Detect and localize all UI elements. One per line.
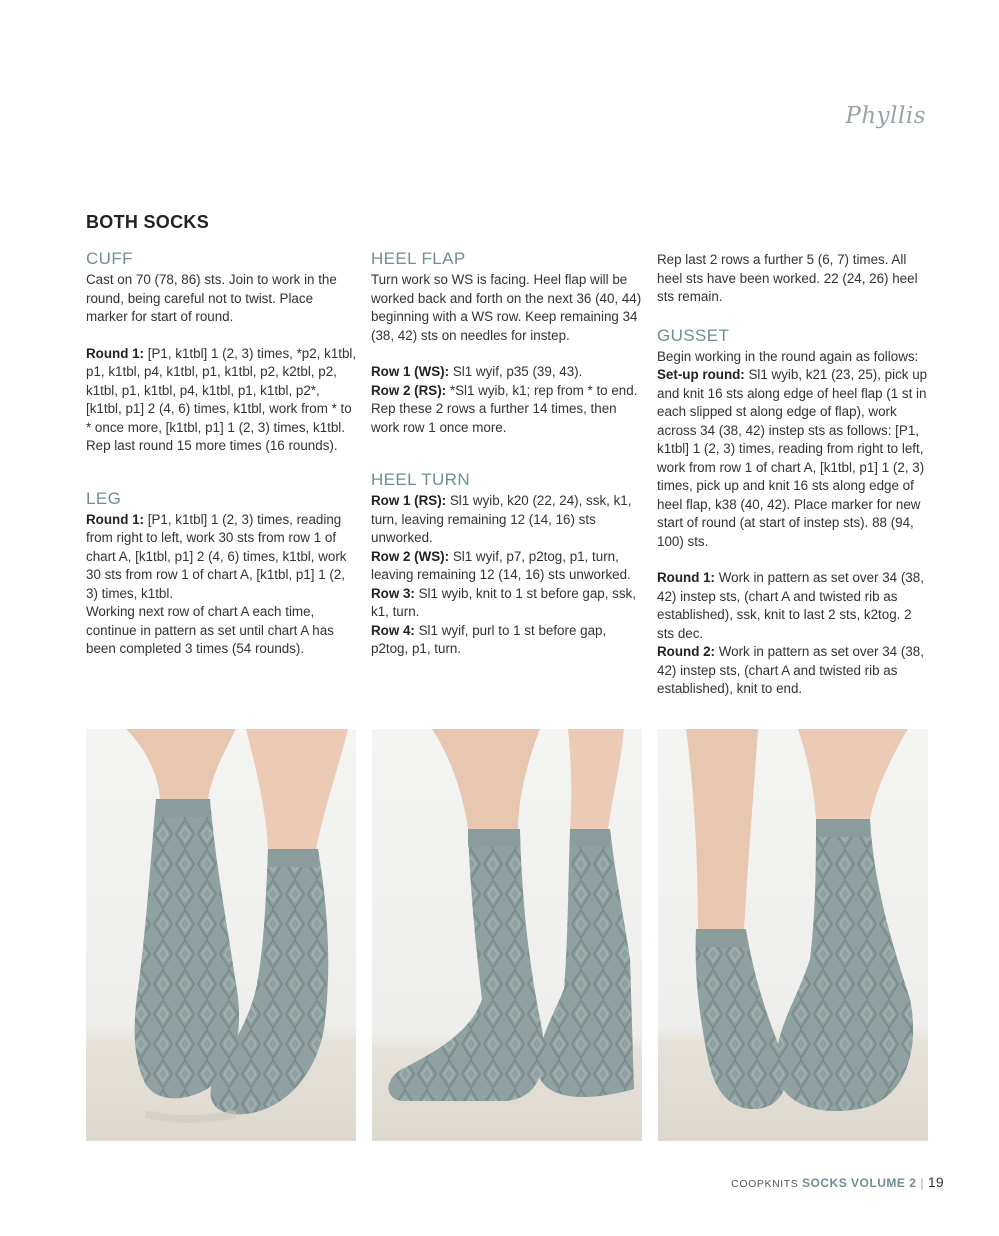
- cuff-repeat: Rep last round 15 more times (16 rounds).: [86, 438, 338, 453]
- heel-turn-section: [371, 469, 643, 659]
- heel-flap-section: [371, 248, 643, 437]
- gusset-round-2: [657, 643, 929, 699]
- heel-flap-intro: Turn work so WS is facing. Heel flap will be worked back and forth on the next 36 (40, 44) beginning with a WS row. Keep remaining 34 (38, 42) sts on needles for instep.: [371, 272, 642, 343]
- heel-turn-row-2: [371, 548, 643, 585]
- gusset-round-2-label: Round 2:: [657, 644, 716, 659]
- page-footer: [731, 1174, 944, 1190]
- sock-photo-front: [86, 729, 356, 1141]
- heel-turn-row-3-text: Sl1 wyib, knit to 1 st before gap, ssk, k1, turn.: [371, 585, 636, 619]
- gusset-round-1: [657, 569, 929, 643]
- gusset-setup-label: Set-up round:: [657, 367, 745, 382]
- pattern-name: Phyllis: [845, 103, 926, 129]
- heel-turn-row-1-label: Row 1 (RS):: [371, 493, 447, 508]
- footer-book-title: SOCKS VOLUME 2: [802, 1176, 917, 1190]
- heel-turn-row-1: [371, 492, 643, 548]
- heel-turn-continued-text: Rep last 2 rows a further 5 (6, 7) times. All heel sts have been worked. 22 (24, 26) heel sts remain.: [657, 252, 918, 304]
- gusset-setup-round: [657, 366, 929, 551]
- leg-continue: Working next row of chart A each time, continue in pattern as set until chart A has been completed 3 times (54 rounds).: [86, 604, 334, 656]
- heel-flap-row-1: [371, 363, 643, 382]
- leg-heading: LEG: [86, 488, 122, 508]
- leg-section: [86, 488, 358, 659]
- leg-round-1-text: [P1, k1tbl] 1 (2, 3) times, reading from right to left, work 30 sts from row 1 of chart A, [k1tbl, p1] 2 (4, 6) times, k1tbl, work 30 sts from row 1 of chart A, [k1tbl, p1] 1 (2, 3) times, k1tbl.: [86, 511, 347, 601]
- cuff-round-1: [86, 345, 358, 438]
- heel-flap-row-1-label: Row 1 (WS):: [371, 364, 450, 379]
- heel-turn-row-3-label: Row 3:: [371, 585, 415, 601]
- heel-turn-row-4: [371, 622, 643, 659]
- section-title: BOTH SOCKS: [86, 212, 210, 232]
- heel-turn-row-1-text: Sl1 wyib, k20 (22, 24), ssk, k1, turn, leaving remaining 12 (14, 16) sts unworked.: [371, 493, 632, 545]
- heel-flap-heading: HEEL FLAP: [371, 249, 466, 268]
- cuff-round-1-label: Round 1:: [86, 345, 145, 361]
- gusset-heading: GUSSET: [657, 325, 730, 345]
- gusset-intro: Begin working in the round again as follows:: [657, 348, 919, 364]
- cuff-heading: CUFF: [86, 249, 133, 268]
- gusset-round-1-text: Work in pattern as set over 34 (38, 42) instep sts, (chart A and twisted rib as established), ssk, knit to last 2 sts, k2tog. 2 sts dec.: [657, 570, 924, 641]
- sock-photo-back: [658, 729, 928, 1141]
- heel-turn-row-2-text: Sl1 wyif, p7, p2tog, p1, turn, leaving remaining 12 (14, 16) sts unworked.: [371, 548, 631, 582]
- leg-round-1-label: Round 1:: [86, 511, 145, 527]
- heel-flap-row-1-text: Sl1 wyif, p35 (39, 43).: [449, 364, 583, 379]
- heel-flap-row-2-text: *Sl1 wyib, k1; rep from * to end.: [446, 382, 638, 398]
- gusset-section: [657, 325, 929, 699]
- heel-flap-row-2: [371, 382, 643, 401]
- page-number: 19: [927, 1174, 944, 1190]
- heel-flap-repeat: Rep these 2 rows a further 14 times, then work row 1 once more.: [371, 401, 617, 435]
- footer-brand: COOPKNITS: [731, 1178, 799, 1190]
- heel-turn-row-3: [371, 585, 643, 622]
- heel-turn-row-2-label: Row 2 (WS):: [371, 548, 450, 564]
- gusset-round-1-label: Round 1:: [657, 570, 716, 585]
- column-2: [371, 248, 643, 677]
- heel-turn-continued: [657, 251, 929, 307]
- gusset-setup-text: Sl1 wyib, k21 (23, 25), pick up and knit 16 sts along edge of heel flap (1 st in each slipped st along edge of flap), work across 34 (38, 42) instep sts as follows: [P1, k1tbl] 1 (2, 3) times, reading from right to left, work from row 1 of chart A, [k1tbl, p1] 1 (2, 3) times, pick up and knit 16 sts along edge of heel flap, k38 (40, 42). Place marker for new start of round (at start of instep sts). 88 (94, 100) sts.: [657, 367, 928, 549]
- cuff-section: [86, 248, 358, 456]
- cuff-round-1-text: [P1, k1tbl] 1 (2, 3) times, *p2, k1tbl, p1, k1tbl, p4, k1tbl, p1, k1tbl, p2, k2tbl, p2, k1tbl, p1, k1tbl, p4, k1tbl, p1, k1tbl, p2*, [k1tbl, p1] 2 (4, 6) times, k1tbl, work from * to * once more, [k1tbl, p1] 1 (2, 3) times, k1tbl.: [86, 345, 357, 435]
- footer-separator: |: [920, 1176, 924, 1190]
- column-1: [86, 248, 358, 677]
- heel-turn-row-4-text: Sl1 wyif, purl to 1 st before gap, p2tog, p1, turn.: [371, 622, 607, 656]
- column-3: [657, 248, 929, 699]
- heel-turn-heading: HEEL TURN: [371, 470, 471, 489]
- sock-photo-side: [372, 729, 642, 1141]
- cuff-intro: Cast on 70 (78, 86) sts. Join to work in the round, being careful not to twist. Place marker for start of round.: [86, 272, 337, 324]
- gusset-round-2-text: Work in pattern as set over 34 (38, 42) instep sts, (chart A and twisted rib as established), knit to end.: [657, 644, 924, 696]
- heel-flap-row-2-label: Row 2 (RS):: [371, 382, 447, 398]
- leg-round-1: [86, 511, 358, 604]
- heel-turn-row-4-label: Row 4:: [371, 622, 415, 638]
